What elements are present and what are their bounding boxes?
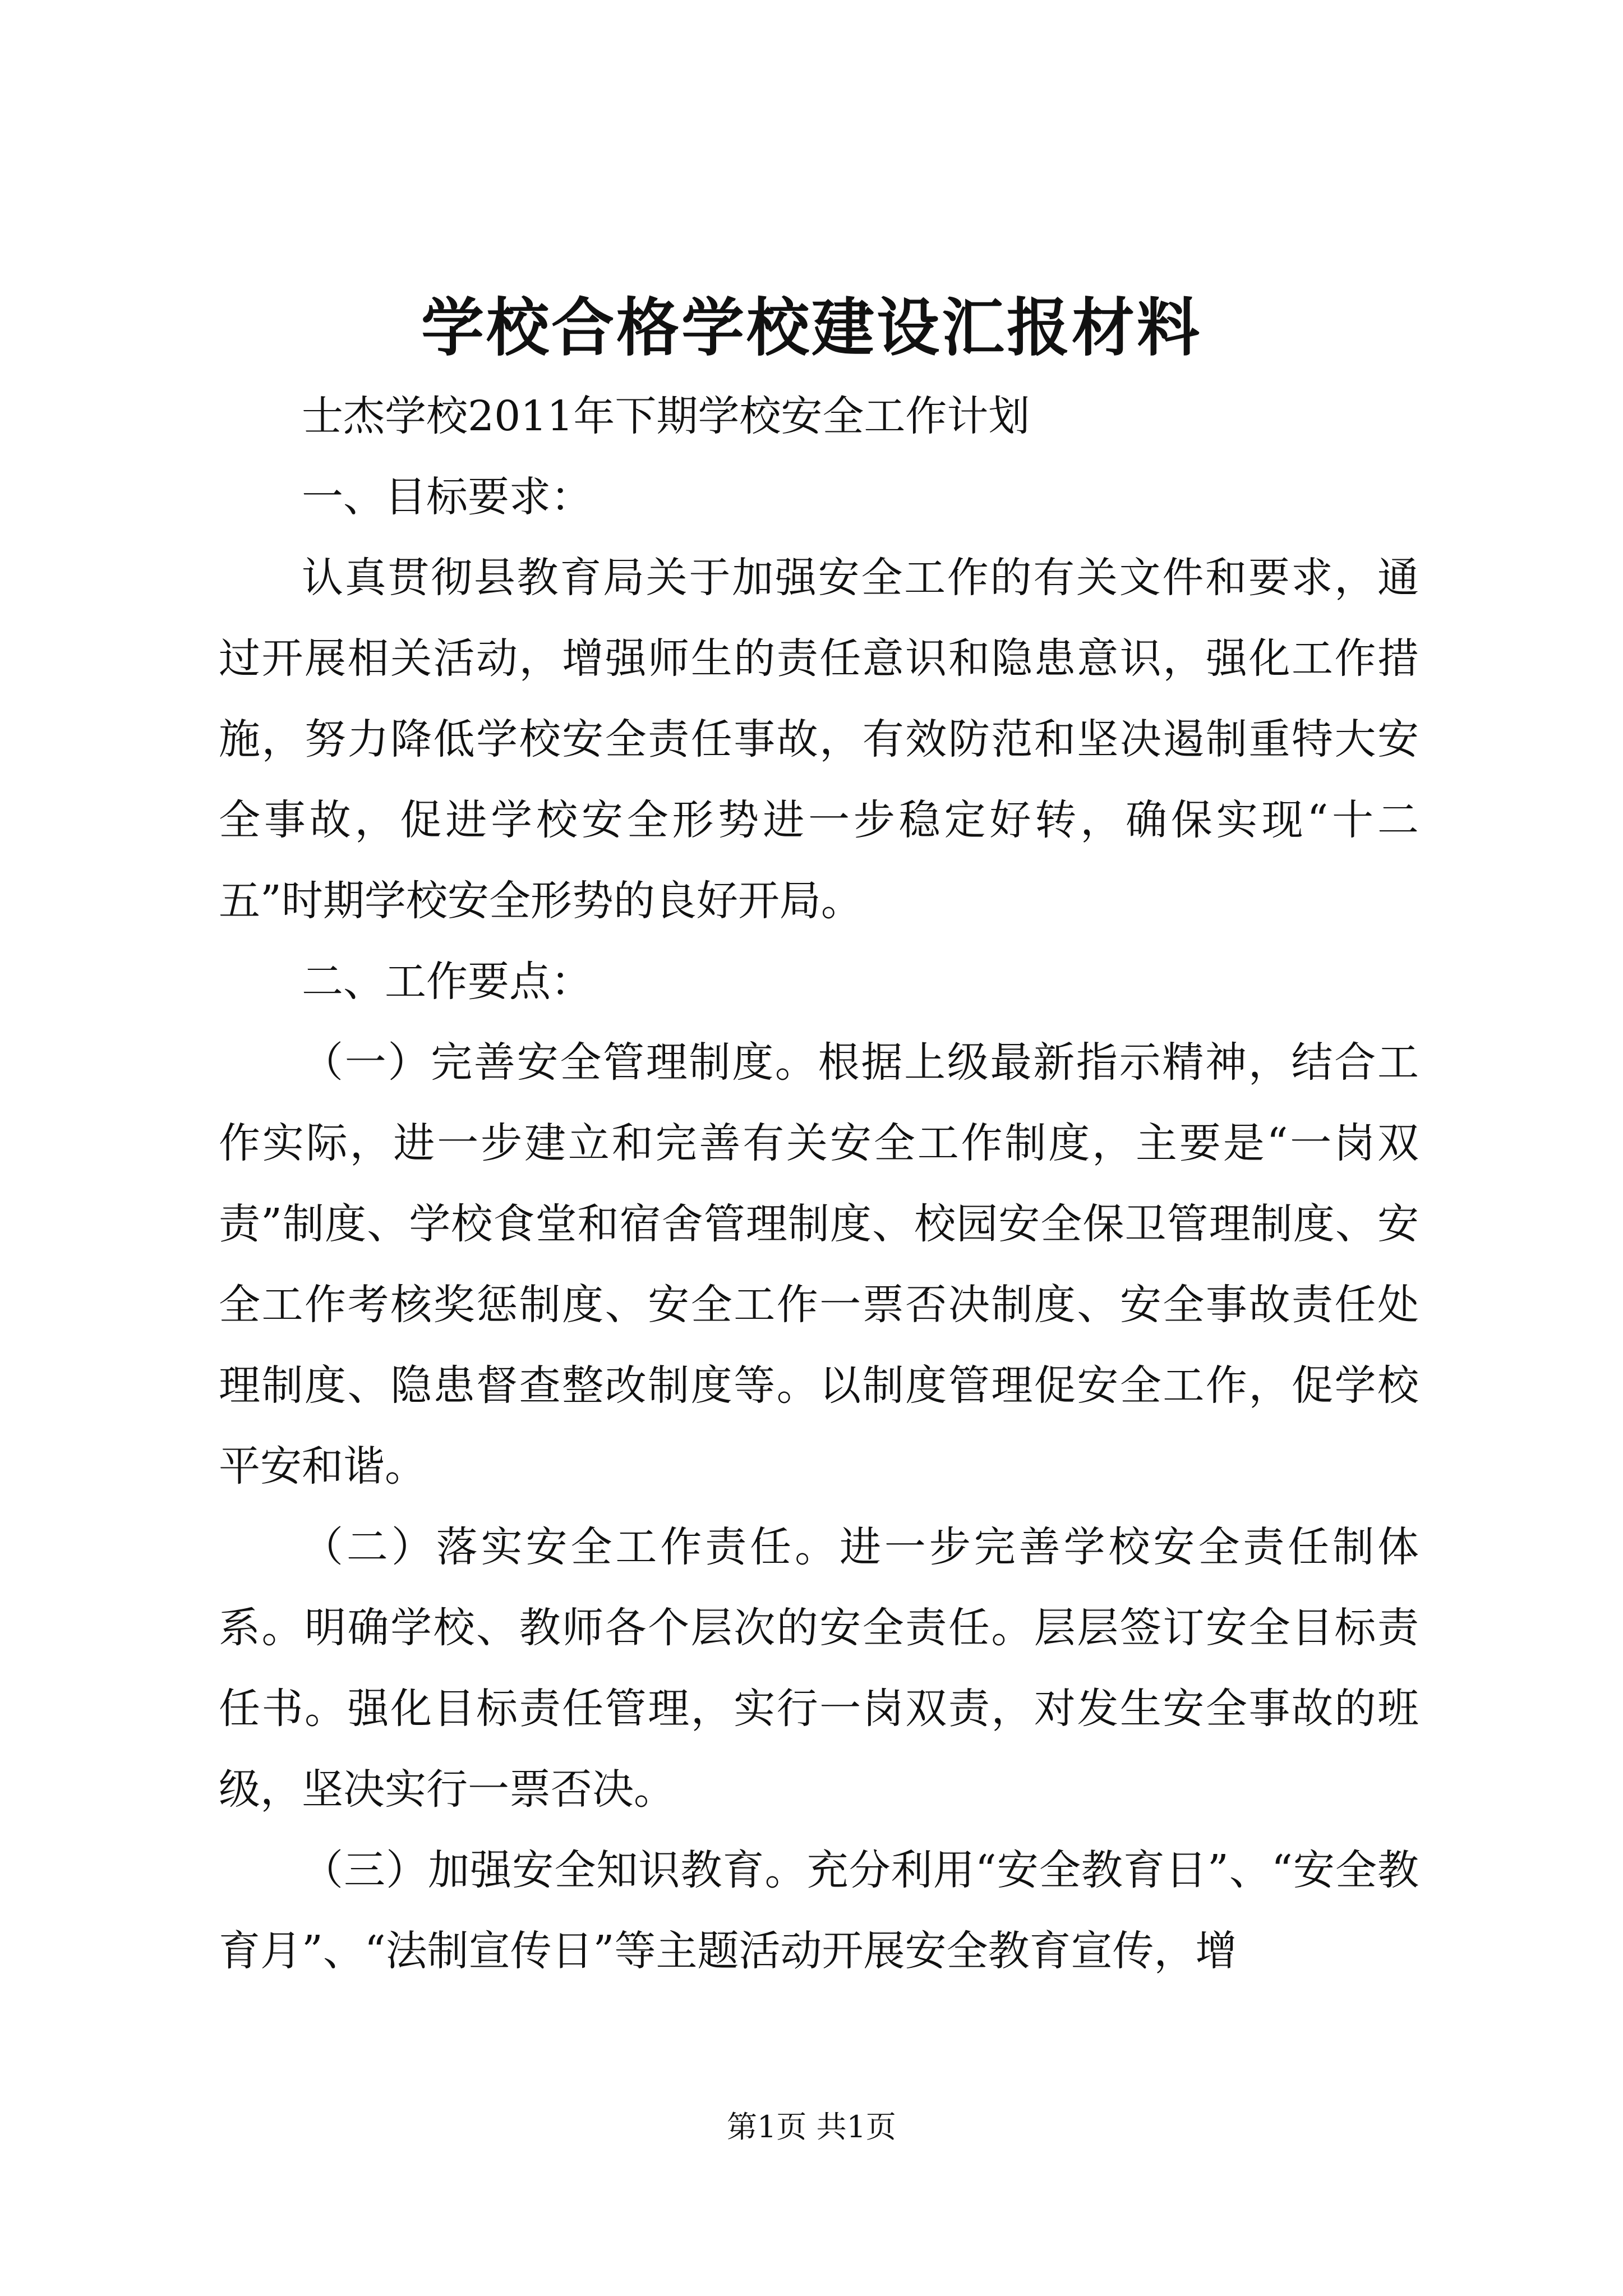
document-body [219,376,1419,1991]
document-title: 学校合格学校建设汇报材料 [421,291,1202,365]
page-footer: 第1页 共1页 [727,2109,896,2145]
paragraph-section-2-heading: 二、工作要点： [302,958,592,1006]
paragraph-point-2: （二）落实安全工作责任。进一步完善学校安全责任制体系。明确学校、教师各个层次的安全责任。层层签订安全目标责任书。强化目标责任管理，实行一岗双责，对发生安全事故的班级，坚决实行一票否决。 [219,1523,1419,1814]
paragraph-plan-title: 士杰学校2011年下期学校安全工作计划 [302,392,1030,440]
paragraph-section-1-heading: 一、目标要求： [302,473,592,521]
paragraph-goals: 认真贯彻县教育局关于加强安全工作的有关文件和要求，通过开展相关活动，增强师生的责任意识和隐患意识，强化工作措施，努力降低学校安全责任事故，有效防范和坚决遏制重特大安全事故，促进学校安全形势进一步稳定好转，确保实现“十二五”时期学校安全形势的良好开局。 [219,554,1419,925]
paragraph-point-1: （一）完善安全管理制度。根据上级最新指示精神，结合工作实际，进一步建立和完善有关安全工作制度，主要是“一岗双责”制度、学校食堂和宿舍管理制度、校园安全保卫管理制度、安全工作考核奖惩制度、安全工作一票否决制度、安全事故责任处理制度、隐患督查整改制度等。以制度管理促安全工作，促学校平安和谐。 [219,1038,1419,1490]
paragraph-point-3: （三）加强安全知识教育。充分利用“安全教育日”、“安全教育月”、“法制宣传日”等主题活动开展安全教育宣传，增 [219,1846,1419,1975]
